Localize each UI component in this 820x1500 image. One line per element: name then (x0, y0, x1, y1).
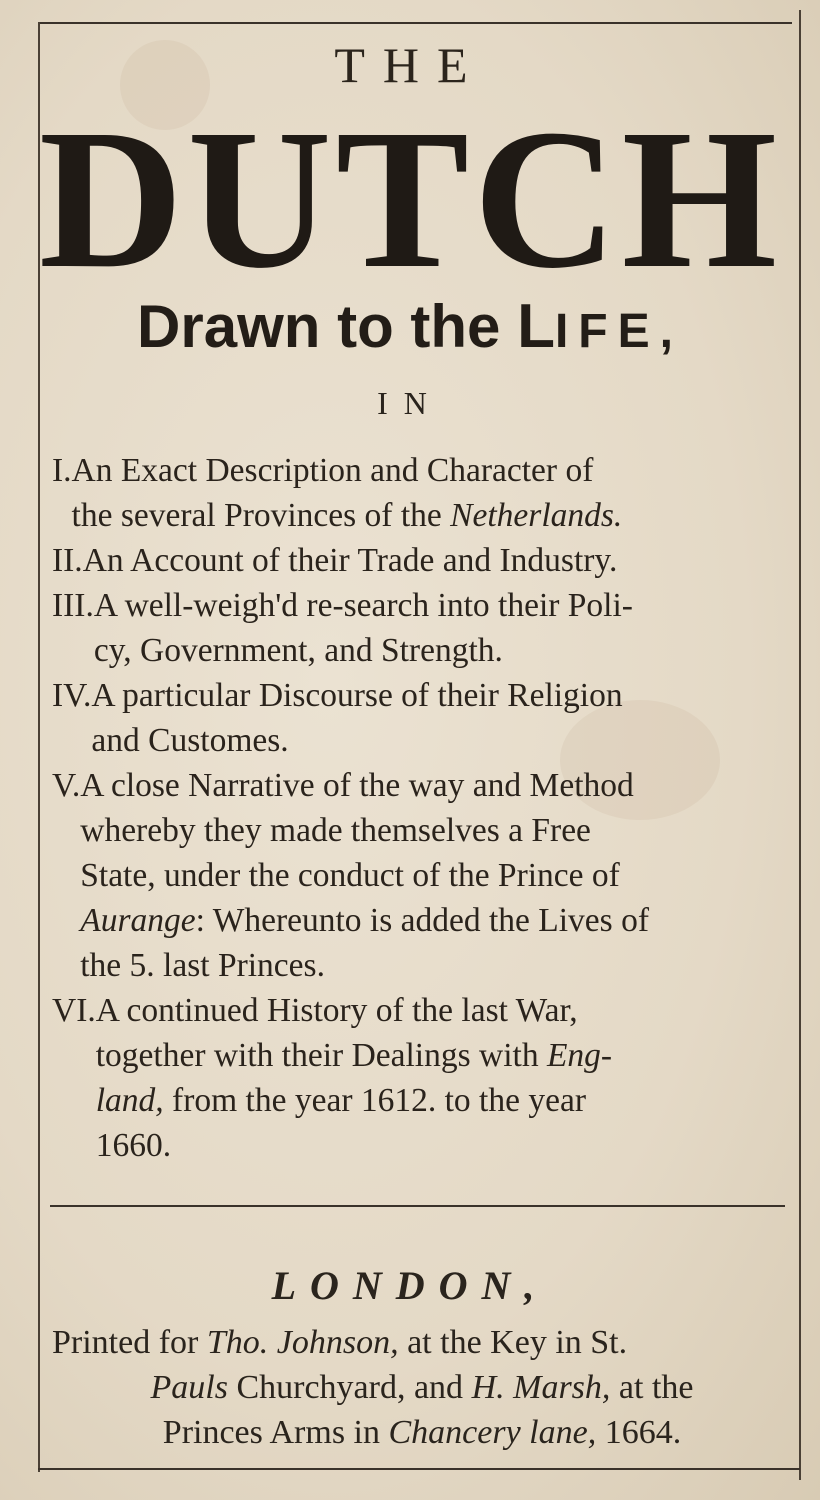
item-line (80, 808, 792, 853)
text-run: and Customes. (91, 722, 289, 759)
subtitle-pre: Drawn to the (137, 293, 518, 360)
item-text (72, 448, 792, 538)
text-run: whereby they made themselves a Free (80, 812, 591, 849)
item-numeral: VI. (52, 992, 96, 1029)
item-numeral: I. (52, 452, 72, 489)
text-run: State, under the conduct of the Prince of (80, 857, 620, 894)
imprint-line (52, 1320, 792, 1365)
item-line (80, 898, 792, 943)
imprint-line (52, 1365, 792, 1410)
contents-item (52, 448, 792, 538)
item-line (80, 763, 792, 808)
contents-item (52, 583, 792, 673)
item-line (91, 673, 792, 718)
item-line (96, 1123, 792, 1168)
item-line (94, 583, 792, 628)
text-run: A particular Discourse of their Religion (91, 677, 623, 714)
border-rule-bottom (38, 1468, 800, 1470)
italic-text: Aurange (80, 902, 196, 939)
subtitle (0, 292, 820, 367)
title-main: DUTCH (38, 89, 782, 310)
item-text (91, 673, 792, 763)
item-text (80, 763, 792, 988)
text-run: Churchyard, and (227, 1369, 472, 1406)
imprint (52, 1320, 792, 1455)
contents-item (52, 538, 792, 583)
item-numeral: V. (52, 767, 81, 804)
contents-item (52, 673, 792, 763)
imprint-line (52, 1410, 792, 1455)
contents-item (52, 763, 792, 988)
text-run: Printed for (52, 1324, 207, 1361)
title-in: IN (377, 385, 443, 421)
text-run: A continued History of the last War, (95, 992, 578, 1029)
item-line (72, 448, 792, 493)
item-text (96, 988, 792, 1168)
item-line (72, 493, 792, 538)
item-line (96, 988, 792, 1033)
text-run: 1664. (596, 1414, 682, 1451)
item-line (91, 718, 792, 763)
item-numeral: II. (52, 542, 83, 579)
italic-text: Eng- (546, 1037, 613, 1074)
item-numeral: IV. (52, 677, 92, 714)
italic-text: Pauls (150, 1369, 228, 1406)
item-line (96, 1078, 792, 1123)
contents-item (52, 988, 792, 1168)
divider-rule (50, 1205, 785, 1207)
text-run: at the Key in St. (398, 1324, 628, 1361)
item-text (83, 538, 792, 583)
italic-text: Tho. Johnson, (206, 1324, 399, 1361)
text-run: An Exact Description and Character of (71, 452, 594, 489)
text-run: cy, Government, and Strength. (93, 632, 503, 669)
text-run: the several Provinces of the (71, 497, 451, 534)
text-run: at the (610, 1369, 694, 1406)
text-run: together with their Dealings with (95, 1037, 547, 1074)
subtitle-initial: L (517, 292, 555, 361)
text-run: from the year 1612. to the year (163, 1082, 586, 1119)
subtitle-rest: IFE, (554, 305, 683, 358)
text-run: An Account of their Trade and Industry. (82, 542, 618, 579)
italic-text: Chancery lane, (388, 1414, 597, 1451)
text-run: A well-weigh'd re-search into their Poli- (93, 587, 633, 624)
text-run: A close Narrative of the way and Method (80, 767, 634, 804)
item-line (94, 628, 792, 673)
imprint-city: LONDON, (271, 1263, 549, 1308)
contents-list (52, 448, 792, 1168)
item-line (80, 943, 792, 988)
italic-text: H. Marsh, (471, 1369, 611, 1406)
border-rule-top (40, 22, 792, 24)
item-numeral: III. (52, 587, 94, 624)
item-line (80, 853, 792, 898)
title-the: THE (334, 37, 486, 93)
text-run: 1660. (95, 1127, 172, 1164)
text-run: : Whereunto is added the Lives of (195, 902, 649, 939)
text-run: the 5. last Princes. (80, 947, 325, 984)
item-line (83, 538, 792, 583)
text-run: Princes Arms in (162, 1414, 389, 1451)
item-text (94, 583, 792, 673)
italic-text: Netherlands. (450, 497, 623, 534)
italic-text: land, (95, 1082, 164, 1119)
item-line (96, 1033, 792, 1078)
